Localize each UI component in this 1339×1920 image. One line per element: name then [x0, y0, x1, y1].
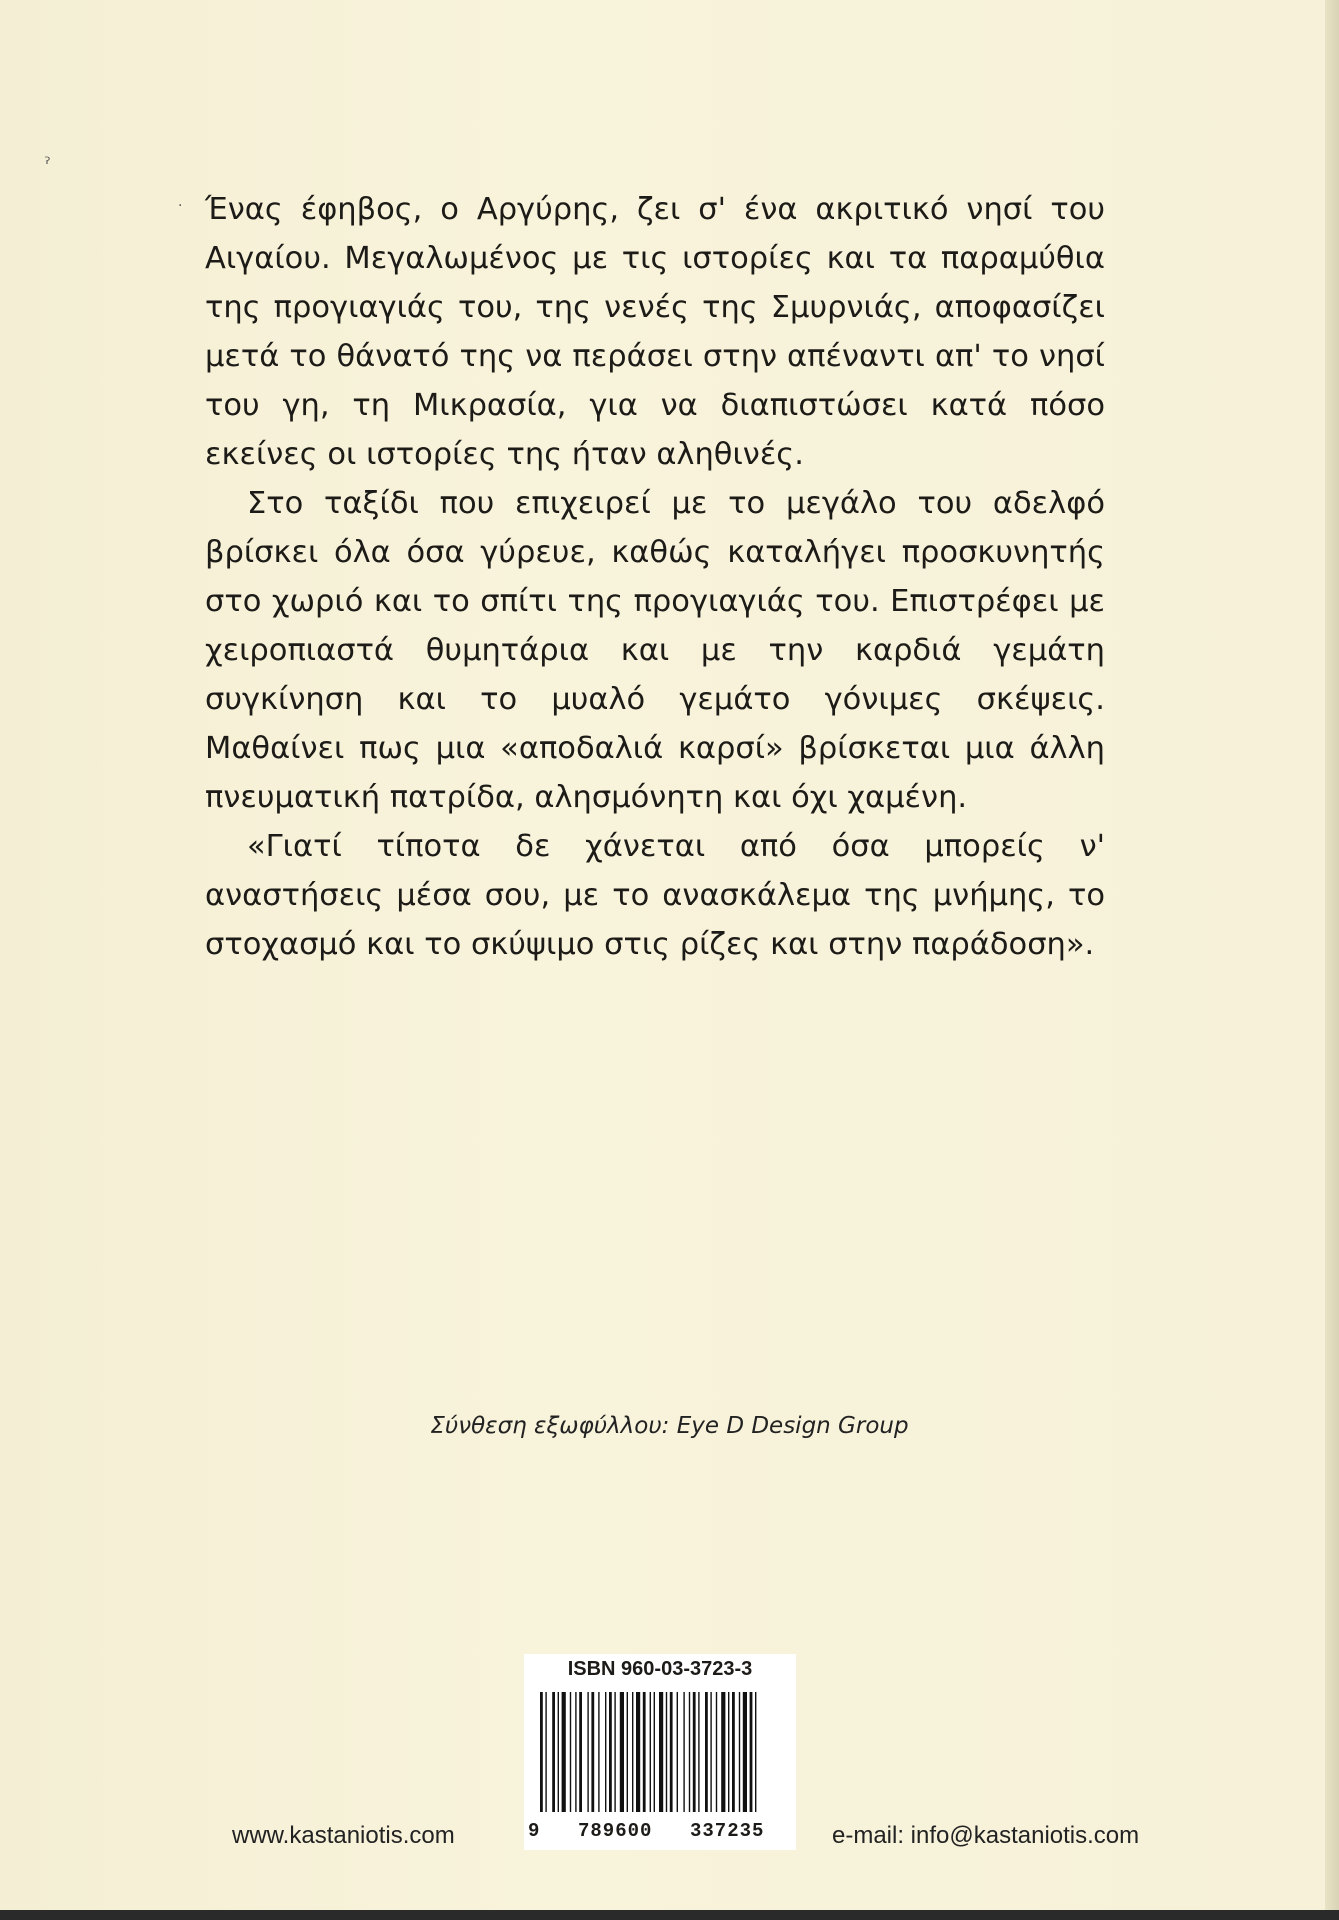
barcode-bar: [558, 1692, 559, 1812]
barcode-bar: [666, 1692, 667, 1812]
blurb-paragraph-1: Ένας έφηβος, ο Αργύρης, ζει σ' ένα ακριτικό νησί του Αιγαίου. Μεγαλωμένος με τις ιστορίες και τα παραμύθια της προγιαγιάς του, της νενές της Σμυρνιάς, αποφασίζει μετά το θάνατό της να περάσει στην απέναντι απ' το νησί του γη, τη Μικρασία, για να διαπιστώσει κατά πόσο εκείνες οι ιστορίες της ήταν αληθινές.: [205, 192, 1105, 472]
barcode-bar: [689, 1692, 690, 1812]
publisher-email[interactable]: e-mail: info@kastaniotis.com: [832, 1822, 1140, 1849]
barcode-bar: [728, 1692, 729, 1812]
barcode-bar: [643, 1692, 646, 1812]
barcode-bar: [739, 1692, 740, 1812]
barcode-bar: [570, 1692, 571, 1812]
blurb-paragraph-3: «Γιατί τίποτα δε χάνεται από όσα μπορείς ν' αναστήσεις μέσα σου, με το ανασκάλεμα της μνήμης, το στοχασμό και το σκύψιμο στις ρίζες και στην παράδοση».: [205, 829, 1105, 962]
barcode-bar: [721, 1692, 725, 1812]
barcode-bar: [659, 1692, 663, 1812]
scan-mark: ˀ: [44, 154, 51, 175]
barcode-bar: [552, 1692, 555, 1812]
barcode-bar: [540, 1692, 543, 1812]
publisher-website[interactable]: www.kastaniotis.com: [232, 1822, 455, 1849]
barcode-bar: [677, 1692, 678, 1812]
barcode-bar: [620, 1692, 624, 1812]
barcode-bars: [530, 1692, 790, 1818]
barcode-bar: [683, 1692, 684, 1812]
barcode-bar: [627, 1692, 628, 1812]
barcode-bar: [609, 1692, 612, 1812]
barcode-bar: [750, 1692, 753, 1812]
barcode-bar: [587, 1692, 588, 1812]
cover-design-credit: Σύνθεση εξωφύλλου: Eye D Design Group: [430, 1413, 909, 1439]
barcode-bar: [716, 1692, 717, 1812]
scan-mark: ·: [178, 198, 183, 214]
barcode-digit-first: 9: [528, 1820, 541, 1842]
barcode-bar: [705, 1692, 708, 1812]
barcode-bar: [654, 1692, 655, 1812]
barcode-bar: [591, 1692, 594, 1812]
barcode-bar: [698, 1692, 699, 1812]
barcode-bar: [670, 1692, 673, 1812]
barcode-bar: [575, 1692, 576, 1812]
barcode-bar: [732, 1692, 735, 1812]
barcode-bar: [755, 1692, 756, 1812]
isbn-barcode: [524, 1654, 796, 1850]
barcode-bar: [614, 1692, 615, 1812]
barcode-digits-left: 789600: [578, 1820, 653, 1842]
barcode-bar: [579, 1692, 582, 1812]
barcode-bar: [598, 1692, 599, 1812]
barcode-bar: [710, 1692, 711, 1812]
isbn-number: ISBN 960-03-3723-3: [567, 1658, 753, 1680]
barcode-bar: [545, 1692, 546, 1812]
barcode-bar: [650, 1692, 651, 1812]
scan-edge: [0, 1910, 1339, 1920]
cover-edge: [1325, 0, 1339, 1920]
barcode-bar: [693, 1692, 696, 1812]
barcode-digits-right: 337235: [690, 1820, 765, 1842]
blurb-text: [205, 185, 1105, 969]
barcode-bar: [636, 1692, 640, 1812]
barcode-bar: [632, 1692, 633, 1812]
blurb-paragraph-2: Στο ταξίδι που επιχειρεί με το μεγάλο του αδελφό βρίσκει όλα όσα γύρευε, καθώς καταλήγει προσκυνητής στο χωριό και το σπίτι της προγιαγιάς του. Επιστρέφει με χειροπιαστά θυμητάρια και με την καρδιά γεμάτη συγκίνηση και το μυαλό γεμάτο γόνιμες σκέψεις. Μαθαίνει πως μια «αποδαλιά καρσί» βρίσκεται μια άλλη πνευματική πατρίδα, αλησμόνητη και όχι χαμένη.: [205, 486, 1105, 815]
barcode-bar: [743, 1692, 747, 1812]
barcode-bar: [605, 1692, 606, 1812]
barcode-bar: [562, 1692, 566, 1812]
